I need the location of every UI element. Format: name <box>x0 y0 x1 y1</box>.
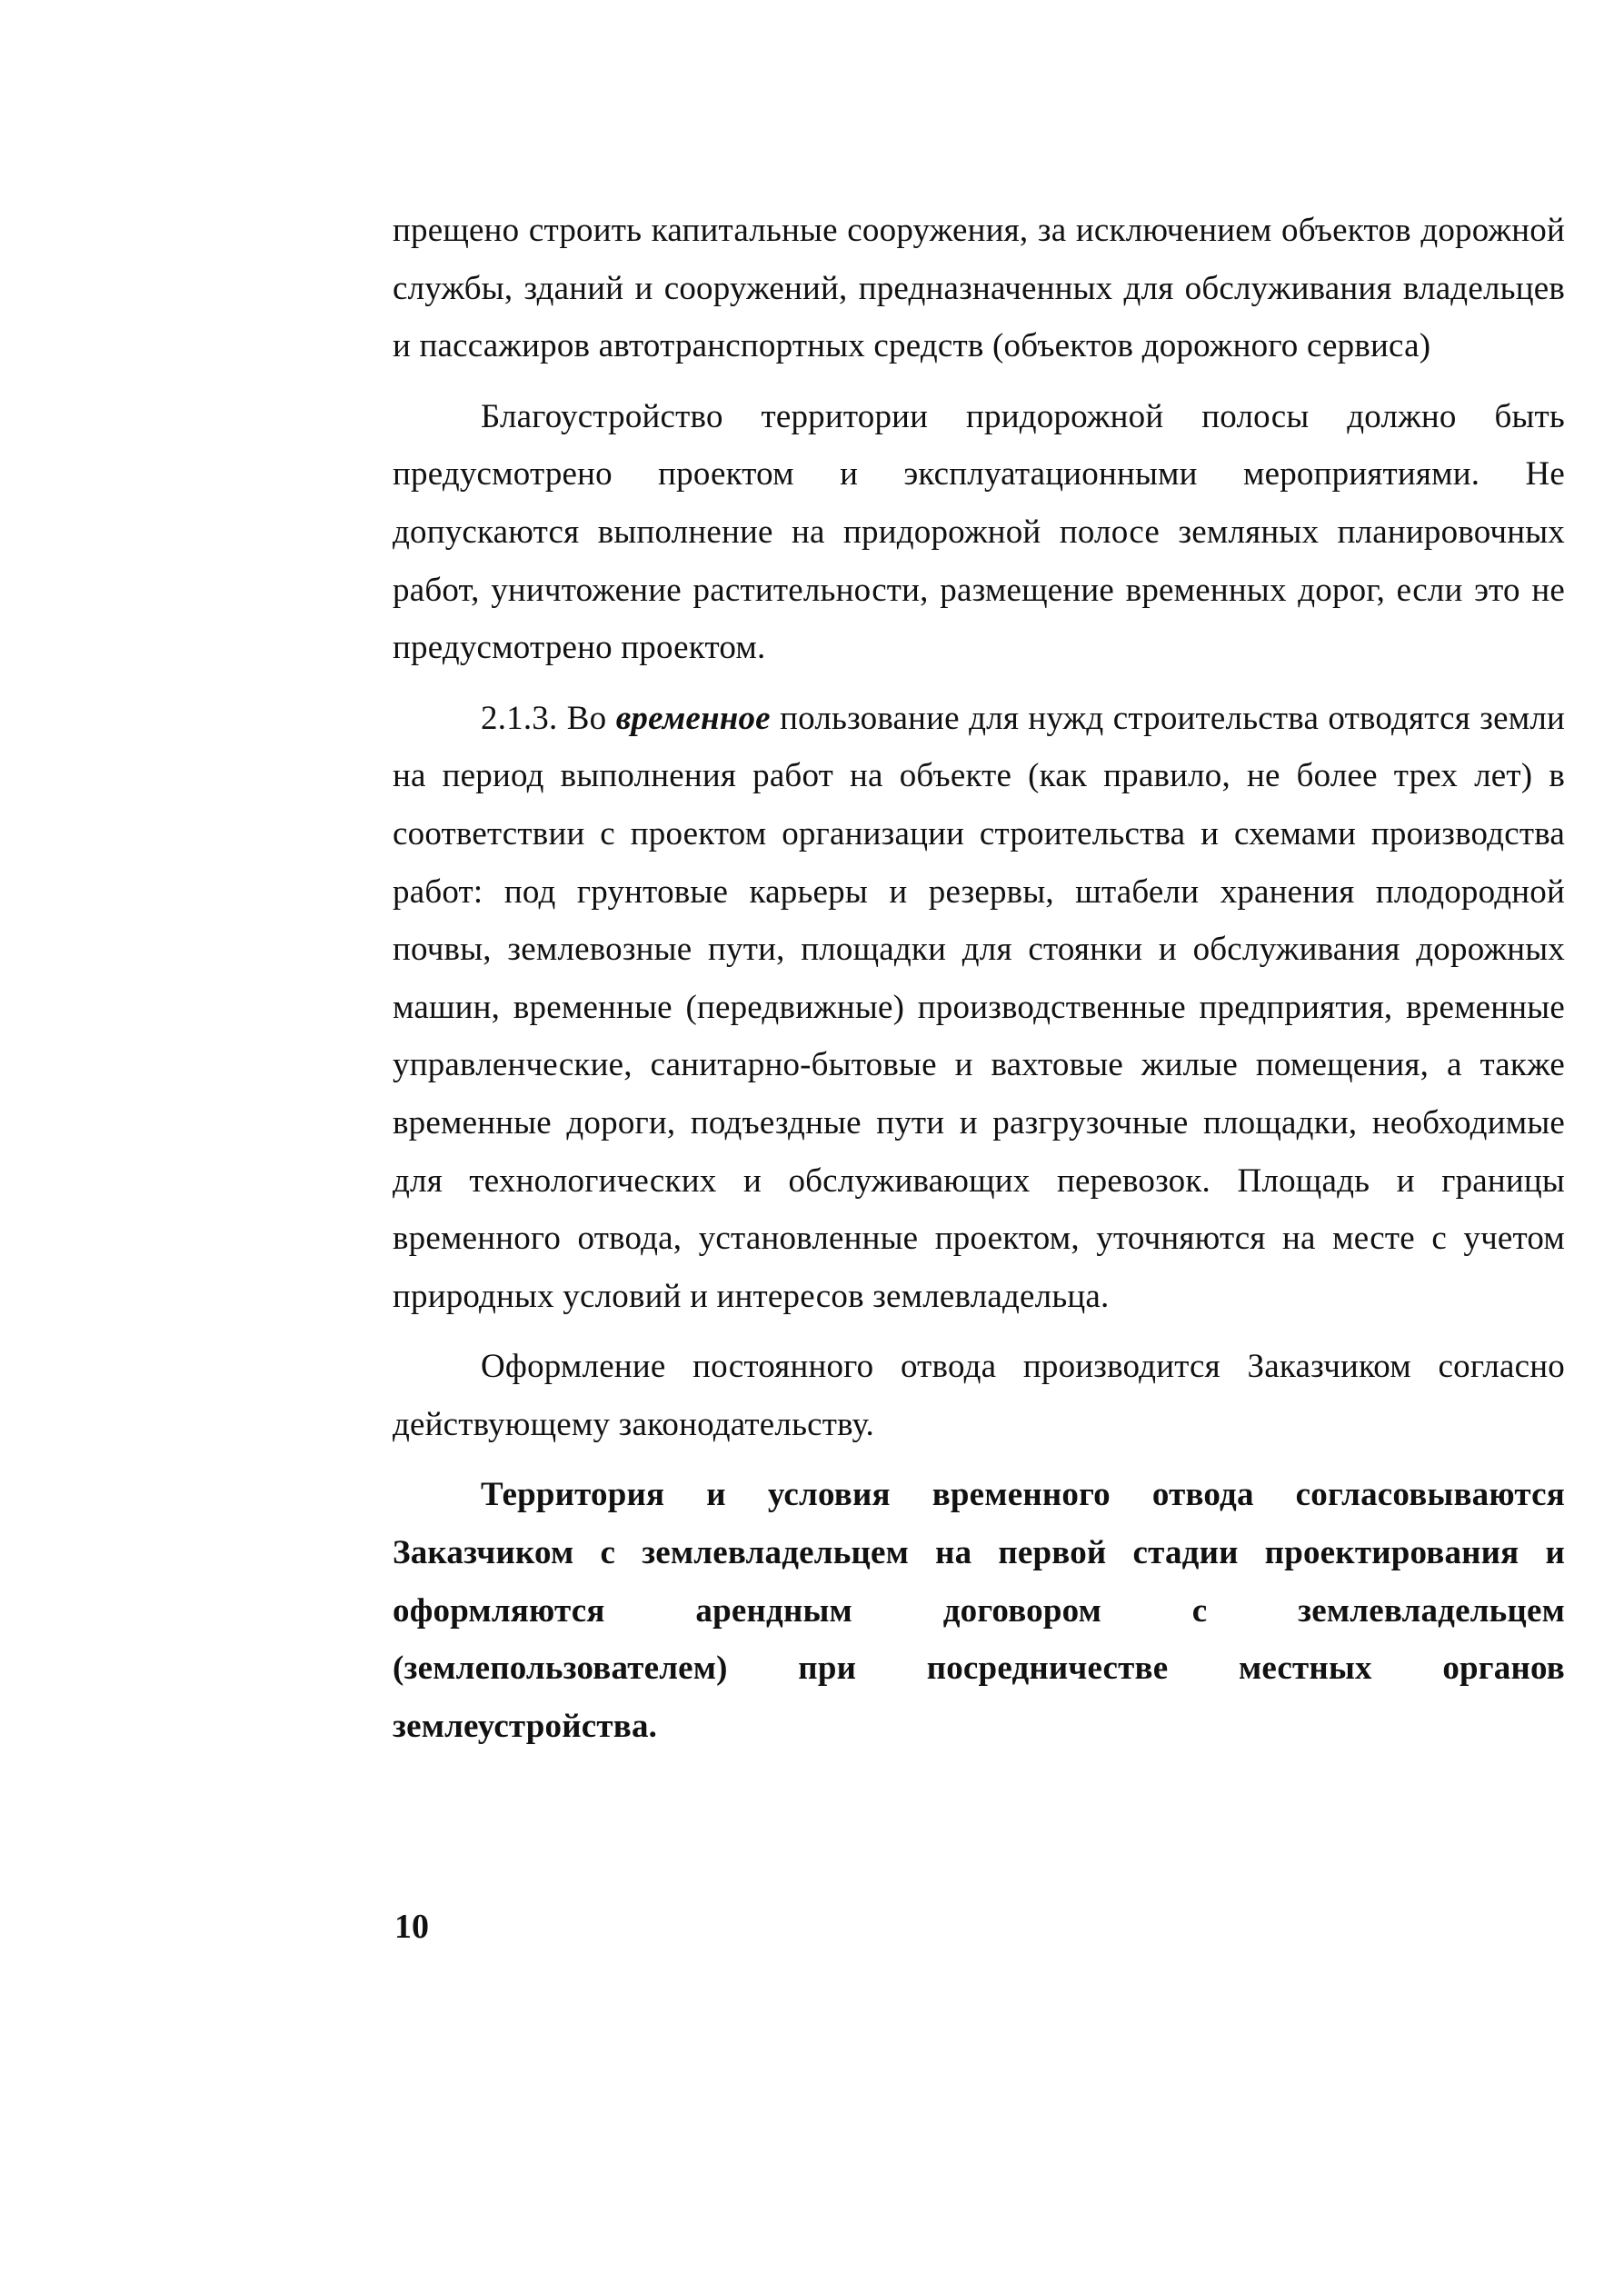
body-text <box>393 202 1565 1755</box>
emphasized-word: временное <box>615 699 771 737</box>
paragraph-temporary-allotment-agreement: Территория и условия временного отвода согласовываются Заказчиком с землевладельцем на первой стадии проектирования и оформляются арендным договором с землевладельцем (землепользователем) при посредничестве местных органов землеустройства. <box>393 1476 1565 1745</box>
paragraph-landscaping: Благоустройство территории придорожной полосы должно быть предусмотрено проектом и эксплуатационными мероприятиями. Не допускаются выполнение на придорожной полосе земляных планировочных работ, уничтожение растительности, размещение временных дорог, если это не предусмотрено проектом. <box>393 397 1565 667</box>
paragraph-continuation: прещено строить капитальные сооружения, за исключением объектов дорожной службы, зданий и сооружений, предназначенных для обслуживания владельцев и пассажиров автотранспортных средств (объектов дорожного сервиса) <box>393 212 1565 365</box>
section-lead-text: 2.1.3. Во <box>481 699 616 737</box>
paragraph-temporary-use <box>393 690 1565 1326</box>
section-body-text: пользование для нужд строительства отводятся земли на период выполнения работ на объекте (как правило, не более трех лет) в соответствии с проектом организации строительства и схемами производства работ: под грунтовые карьеры и резервы, штабели хранения плодородной почвы, землевозные пути, площадки для стоянки и обслуживания дорожных машин, временные (передвижные) производственные предприятия, временные управленческие, санитарно-бытовые и вахтовые жилые помещения, а также временные дороги, подъездные пути и разгрузочные площадки, необходимые для технологических и обслуживающих перевозок. Площадь и границы временного отвода, установленные проектом, уточняются на месте с учетом природных условий и интересов землевладельца. <box>393 699 1565 1315</box>
page-number: 10 <box>394 1908 429 1946</box>
paragraph-permanent-allotment: Оформление постоянного отвода производится Заказчиком согласно действующему законодательству. <box>393 1348 1565 1443</box>
